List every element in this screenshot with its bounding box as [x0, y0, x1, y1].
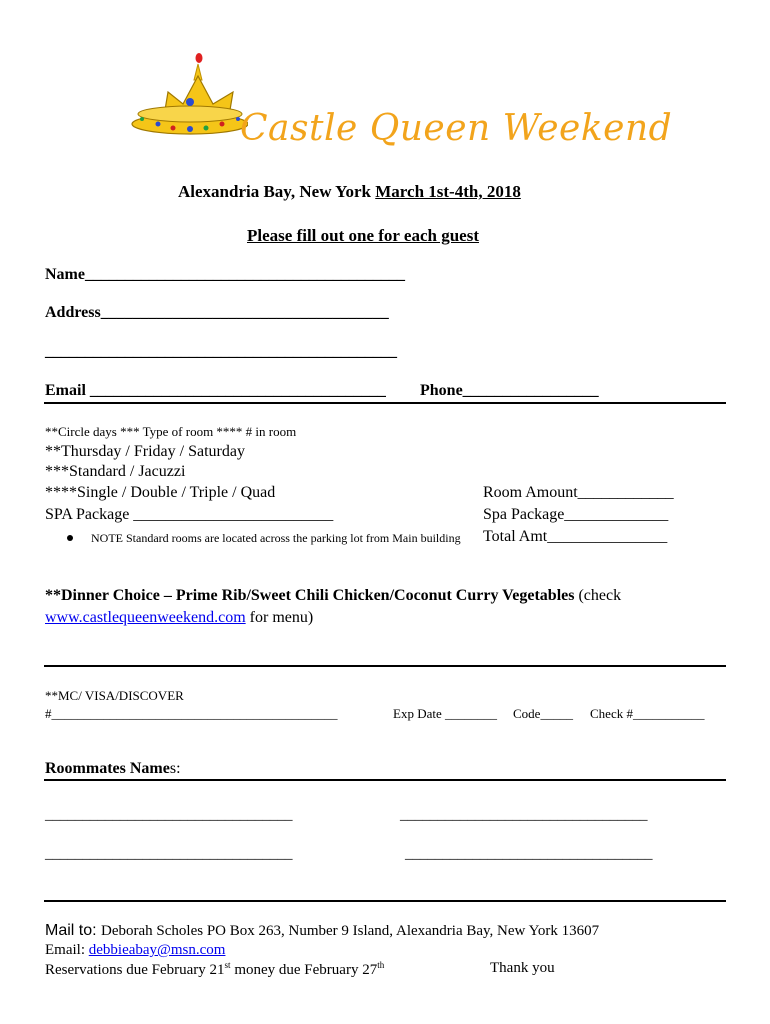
reservations-due: Reservations due February 21	[45, 962, 225, 978]
total-amount-field[interactable]: Total Amt_______________	[483, 528, 668, 545]
roommate-field-2[interactable]: _________________________________	[400, 807, 648, 823]
mail-to-label: Mail to:	[45, 922, 102, 939]
room-type-options[interactable]: ***Standard / Jacuzzi	[45, 463, 186, 480]
roommate-field-4[interactable]: _________________________________	[405, 846, 653, 862]
roommates-label: Roommates Name	[45, 760, 170, 777]
divider	[44, 665, 726, 667]
card-number-field[interactable]: #____________________________________________	[45, 706, 338, 721]
roommate-field-1[interactable]: _________________________________	[45, 807, 293, 823]
mail-address: Deborah Scholes PO Box 263, Number 9 Island, Alexandria Bay, New York 13607	[101, 923, 600, 939]
spa-package-field[interactable]: SPA Package _________________________	[45, 506, 334, 523]
standard-room-note: NOTE Standard rooms are located across the parking lot from Main building	[91, 531, 461, 545]
dinner-choice[interactable]	[45, 587, 621, 605]
money-due: money due February 27	[230, 962, 378, 978]
form-instruction: Please fill out one for each guest	[247, 226, 479, 245]
thank-you: Thank you	[490, 960, 555, 976]
roommates-heading	[45, 760, 181, 778]
spa-amount-field[interactable]: Spa Package_____________	[483, 506, 669, 523]
roommate-field-3[interactable]: _________________________________	[45, 846, 293, 862]
menu-link[interactable]: www.castlequeenweekend.com	[45, 609, 246, 626]
event-location: Alexandria Bay, New York	[178, 182, 376, 201]
dinner-choice-label: **Dinner Choice – Prime Rib/Sweet Chili Chicken/Coconut Curry Vegetables	[45, 587, 575, 604]
reservations-note	[45, 960, 384, 979]
email-label: Email:	[45, 942, 89, 958]
crown-logo-icon	[128, 52, 248, 142]
address-line2-field[interactable]: ____________________________________________	[45, 343, 397, 360]
divider	[44, 779, 726, 781]
phone-field[interactable]: Phone_________________	[420, 382, 599, 399]
address-field[interactable]: Address____________________________________	[45, 304, 389, 321]
dinner-check-text: (check	[574, 587, 622, 604]
brand-title: Castle Queen Weekend	[240, 108, 673, 149]
card-types: **MC/ VISA/DISCOVER	[45, 688, 184, 703]
room-amount-field[interactable]: Room Amount____________	[483, 484, 674, 501]
occupancy-options[interactable]: ****Single / Double / Triple / Quad	[45, 484, 276, 501]
event-heading	[178, 182, 521, 202]
email-link[interactable]: debbieabay@msn.com	[88, 942, 226, 958]
contact-email	[45, 942, 225, 959]
event-dates: March 1st-4th, 2018	[375, 182, 521, 201]
exp-date-field[interactable]: Exp Date ________	[393, 706, 497, 721]
roommates-label-suffix: s:	[169, 760, 181, 777]
code-field[interactable]: Code_____	[513, 706, 573, 721]
divider	[44, 900, 726, 902]
divider	[44, 402, 726, 404]
days-options[interactable]: **Thursday / Friday / Saturday	[45, 443, 245, 460]
mail-to	[45, 922, 599, 940]
email-field[interactable]: Email _____________________________________	[45, 382, 386, 399]
reservations-sup: st	[224, 960, 231, 970]
check-number-field[interactable]: Check #___________	[590, 706, 705, 721]
money-sup: th	[377, 960, 385, 970]
menu-link-line	[45, 609, 313, 627]
bullet-icon	[67, 535, 73, 541]
menu-link-suffix: for menu)	[245, 609, 314, 626]
circle-instructions: **Circle days *** Type of room **** # in room	[45, 424, 297, 439]
name-field[interactable]: Name________________________________________	[45, 266, 405, 283]
